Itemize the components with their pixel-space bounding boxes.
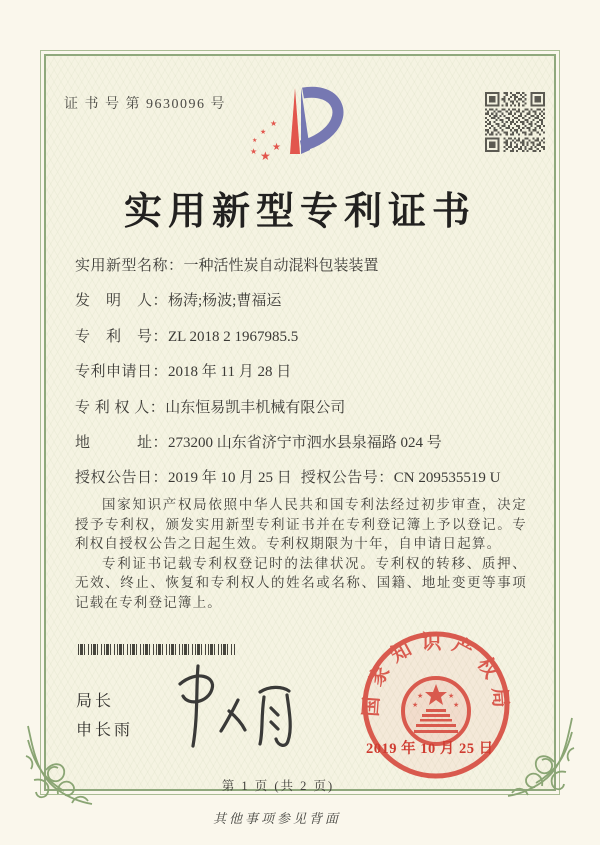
field-label: 专 利 号： [75, 328, 169, 345]
star-icon: ★ [250, 147, 258, 156]
field-grant-date [75, 468, 297, 488]
field-utility-model-name [75, 256, 545, 291]
legal-paragraph-2: 专利证书记载专利权登记时的法律状况。专利权的转移、质押、无效、终止、恢复和专利权人的姓名或名称、国籍、地址变更等事项记载在专利登记簿上。 [75, 555, 527, 610]
field-value: 山东恒易凯丰机械有限公司 [165, 399, 346, 416]
seal-date: 2019 年 10 月 25 日 [366, 741, 494, 757]
national-emblem-icon [403, 678, 469, 744]
legal-paragraph-1: 国家知识产权局依照中华人民共和国专利法经过初步审查，决定授予专利权，颁发实用新型专利证书并在专利登记簿上予以登记。专利权自授权公告之日起生效。专利权期限为十年，自申请日起算。 [75, 497, 527, 551]
star-icon: ★ [417, 692, 424, 700]
seal-text: 国家知识产权局 [360, 631, 512, 718]
field-filing-date [75, 362, 545, 397]
field-address [75, 433, 545, 468]
certificate-title: 实用新型专利证书 [123, 191, 476, 233]
field-inventors [75, 291, 545, 326]
field-value: ZL 2018 2 1967985.5 [168, 328, 299, 345]
field-value: 一种活性炭自动混料包装装置 [183, 258, 379, 274]
field-patent-number [75, 327, 545, 362]
barcode [78, 644, 235, 655]
director-title: 局长 [76, 693, 115, 710]
star-icon: ★ [270, 119, 278, 128]
star-icon: ★ [412, 701, 419, 709]
star-icon: ★ [448, 692, 455, 700]
star-icon: ★ [260, 149, 271, 162]
field-grant-number [301, 470, 501, 486]
field-list [75, 256, 545, 504]
field-label: 授权公告号： [300, 470, 394, 487]
star-icon: ★ [260, 128, 267, 136]
page-number: 第 1 页 (共 2 页) [221, 779, 335, 793]
official-seal [358, 627, 514, 783]
star-icon: ★ [272, 142, 281, 153]
field-value: 273200 山东省济宁市泗水县泉福路 024 号 [168, 434, 442, 451]
field-label: 地 址： [75, 434, 169, 451]
field-value: 杨涛;杨波;曹福运 [168, 293, 282, 310]
legal-text [75, 495, 527, 612]
star-icon: ★ [453, 701, 460, 709]
field-label: 发 明 人： [75, 293, 169, 310]
field-label: 授权公告日： [75, 470, 169, 487]
field-value: CN 209535519 U [393, 470, 501, 487]
back-side-note: 其他事项参见背面 [212, 811, 341, 826]
field-label: 实用新型名称： [75, 258, 184, 274]
field-patentee [75, 398, 545, 433]
field-label: 专 利 权 人： [75, 399, 166, 416]
director-name: 申长雨 [76, 722, 134, 739]
qr-code [485, 92, 545, 152]
cnipa-patent-logo-icon [248, 84, 348, 164]
field-label: 专利申请日： [75, 364, 169, 381]
star-icon: ★ [252, 138, 258, 144]
field-value: 2019 年 10 月 25 日 [168, 470, 292, 487]
signature [168, 662, 318, 750]
field-value: 2018 年 11 月 28 日 [168, 364, 292, 381]
certificate-number: 证 书 号 第 9630096 号 [64, 97, 226, 112]
